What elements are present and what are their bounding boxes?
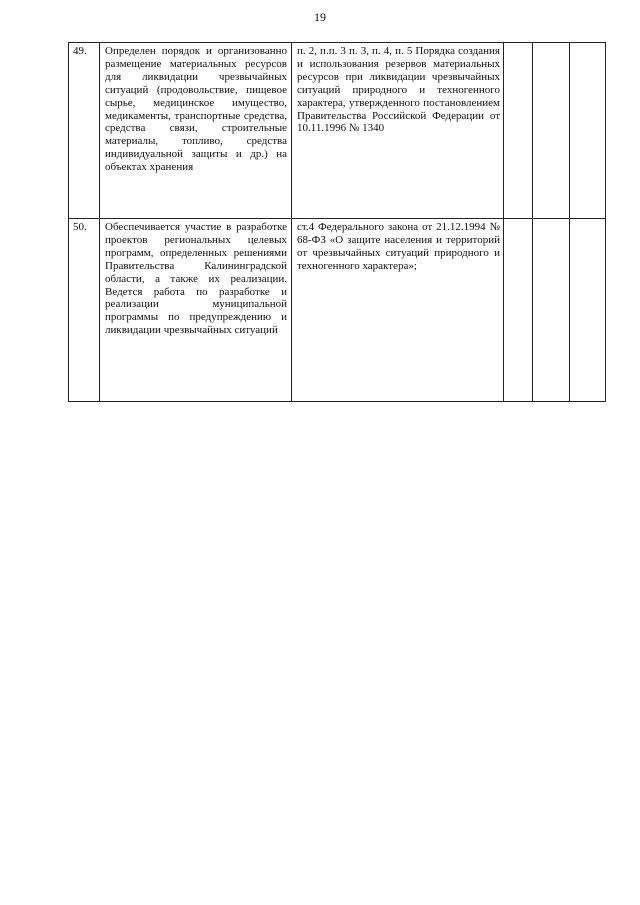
answer-cell-yes (504, 219, 533, 402)
answer-cell-yes (504, 43, 533, 219)
answer-cell-no (533, 43, 570, 219)
table-row (69, 43, 606, 219)
page-number: 19 (314, 10, 326, 24)
row-number: 49. (69, 43, 100, 219)
checklist-table (68, 42, 606, 402)
legal-basis-text: п. 2, п.п. 3 п. 3, п. 4, п. 5 Порядка создания и использования резервов материальных ресурсов при ликвидации чрезвычайных ситуаций природного и техногенного характера, утвержденного постановлением Правительства Российской Федерации от 10.11.1996 № 1340 (292, 43, 504, 219)
answer-cell-no (533, 219, 570, 402)
answer-cell-na (570, 43, 606, 219)
answer-cell-na (570, 219, 606, 402)
requirement-text: Обеспечивается участие в разработке проектов региональных целевых программ, определенных решениями Правительства Калининградской области, а также их реализации. Ведется работа по разработке и реализации муниципальной программы по предупреждению и ликвидации чрезвычайных ситуаций (100, 219, 292, 402)
row-number: 50. (69, 219, 100, 402)
requirement-text: Определен порядок и организованно размещение материальных ресурсов для ликвидации чрезвычайных ситуаций (продовольствие, пищевое сырье, медицинское имущество, медикаменты, транспортные средства, средства связи, строительные материалы, топливо, средства индивидуальной защиты и др.) на объектах хранения (100, 43, 292, 219)
legal-basis-text: ст.4 Федерального закона от 21.12.1994 № 68-ФЗ «О защите населения и территорий от чрезвычайных ситуаций природного и техногенного характера»; (292, 219, 504, 402)
table-row (69, 219, 606, 402)
